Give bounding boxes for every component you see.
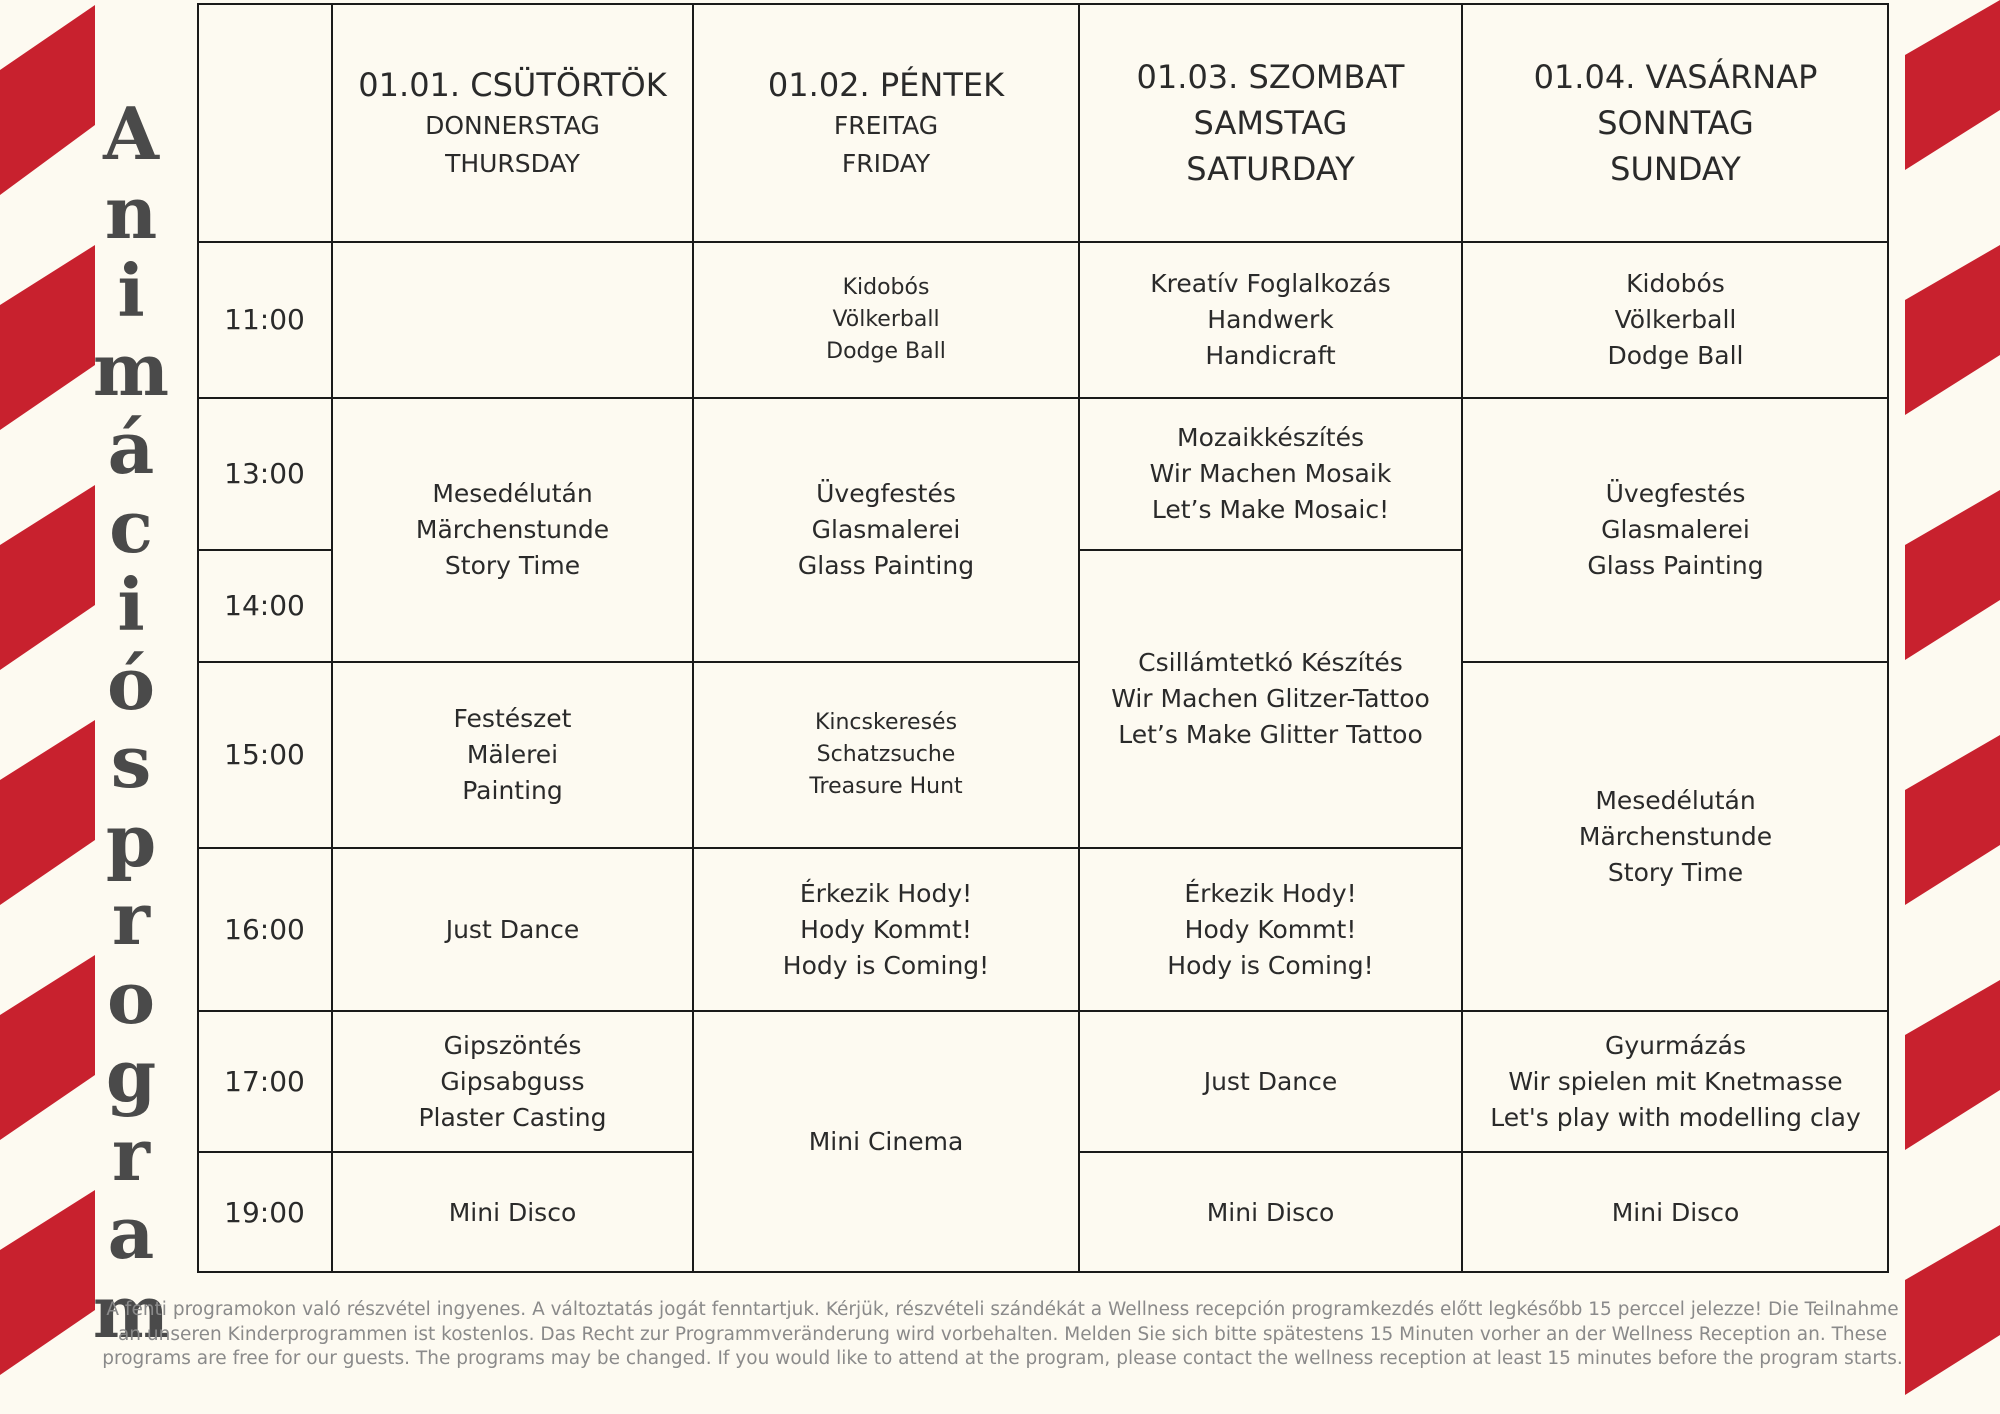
time-label: 19:00	[224, 1195, 305, 1229]
event-line: Mesedélután	[432, 479, 593, 508]
event-sat-1300	[1079, 398, 1462, 550]
title-letter: ó	[106, 640, 156, 726]
day-date: 01.03. SZOMBAT	[1136, 57, 1405, 96]
event-sat-1900	[1079, 1152, 1462, 1273]
event-line: Story Time	[444, 551, 581, 580]
title-letter: m	[92, 326, 170, 412]
event-line: Just Dance	[445, 914, 580, 944]
event-line: Story Time	[1607, 857, 1744, 887]
event-line: Plaster Casting	[418, 1102, 607, 1132]
event-fri-1500	[693, 662, 1079, 848]
title-letter: i	[117, 562, 145, 647]
event-line: Kincskeresés	[814, 710, 958, 735]
event-line: Üvegfestés	[1605, 479, 1746, 508]
time-label: 14:00	[224, 589, 305, 622]
event-line: Kreatív Foglalkozás	[1150, 269, 1391, 298]
stripes-left-decoration	[0, 0, 100, 1414]
vertical-title	[92, 91, 170, 1354]
time-label: 11:00	[224, 303, 305, 336]
event-line: Hody Kommt!	[1184, 914, 1357, 944]
event-line: Glass Painting	[797, 551, 975, 580]
day-english: SUNDAY	[1610, 149, 1741, 188]
event-sun-1100	[1462, 242, 1889, 398]
title-letter: s	[110, 719, 152, 804]
event-line: Märchenstunde	[1578, 821, 1773, 851]
footer-german: Die Teilnahme an unseren Kinderprogrammen ist kostenlos. Das Recht zur Programmveränderung wird vorbehalten. Melden Sie sich bitte spätestens 15 Minuten vorher an der Wellness Reception an.	[117, 1299, 1899, 1345]
title-letter: i	[117, 248, 145, 333]
event-line: Wir spielen mit Knetmasse	[1508, 1066, 1843, 1096]
event-line: Mini Disco	[448, 1197, 577, 1227]
day-english: SATURDAY	[1186, 149, 1355, 188]
event-thu-1300	[332, 398, 693, 662]
day-german: FREITAG	[833, 110, 939, 140]
stripe-group-right	[1905, 0, 2000, 1395]
event-fri-1300	[693, 398, 1079, 662]
time-label: 13:00	[224, 457, 305, 490]
event-fri-1700	[693, 1011, 1079, 1273]
event-line: Gyurmázás	[1605, 1030, 1746, 1060]
event-line: Dodge Ball	[1607, 341, 1744, 370]
footer-hungarian: A fenti programokon való részvétel ingyenes. A változtatás jogát fenntartjuk. Kérjük, részvételi szándékát a Wellness recepción programkezdés előtt legkésőbb 15 perccel jelezze!	[106, 1299, 1763, 1320]
event-sun-1300	[1462, 398, 1889, 662]
time-label: 16:00	[224, 912, 305, 946]
event-line: Painting	[462, 776, 563, 805]
event-thu-1700	[332, 1011, 693, 1152]
event-line: Just Dance	[1203, 1066, 1338, 1096]
event-line: Handicraft	[1205, 341, 1336, 370]
event-line: Hody is Coming!	[1167, 950, 1374, 980]
day-header-sunday	[1462, 3, 1889, 242]
event-line: Kidobós	[1626, 269, 1725, 298]
footer-disclaimer	[95, 1298, 1910, 1372]
event-line: Mini Cinema	[808, 1127, 964, 1156]
time-label: 15:00	[224, 738, 305, 771]
event-sat-1400	[1079, 550, 1462, 848]
title-letter: m	[92, 1268, 170, 1354]
event-fri-1100	[693, 242, 1079, 398]
event-line: Mini Disco	[1206, 1197, 1335, 1227]
day-german: SAMSTAG	[1193, 103, 1348, 142]
day-date: 01.01. CSÜTÖRTÖK	[358, 65, 667, 104]
event-line: Let's play with modelling clay	[1490, 1102, 1861, 1132]
event-sat-1600	[1079, 848, 1462, 1011]
event-line: Glass Painting	[1587, 551, 1764, 580]
schedule-table	[197, 3, 1889, 1273]
event-line: Érkezik Hody!	[1184, 878, 1357, 908]
event-line: Csillámtetkó Készítés	[1138, 648, 1403, 677]
title-letter: p	[105, 797, 157, 883]
event-line: Mesedélután	[1595, 785, 1756, 815]
event-line: Hody is Coming!	[782, 950, 990, 980]
event-sat-1700	[1079, 1011, 1462, 1152]
event-line: Gipsabguss	[440, 1066, 585, 1096]
event-line: Kidobós	[842, 275, 930, 300]
stripe-group-left	[0, 5, 95, 1375]
title-letter: r	[112, 1111, 150, 1197]
title-letter: o	[106, 954, 156, 1040]
day-german: SONNTAG	[1597, 103, 1754, 142]
event-thu-1500	[332, 662, 693, 848]
day-header-thursday	[332, 3, 693, 242]
day-english: THURSDAY	[445, 148, 580, 178]
event-line: Treasure Hunt	[809, 774, 963, 799]
title-letter: g	[105, 1033, 157, 1118]
event-line: Völkerball	[832, 307, 940, 332]
event-line: Dodge Ball	[826, 339, 946, 364]
day-german: DONNERSTAG	[425, 110, 600, 140]
event-line: Handwerk	[1207, 305, 1334, 334]
event-sat-1100	[1079, 242, 1462, 398]
event-line: Glasmalerei	[811, 515, 961, 544]
title-letter: r	[112, 876, 150, 961]
event-sun-1700	[1462, 1011, 1889, 1152]
event-line: Festészet	[453, 704, 572, 733]
event-line: Märchenstunde	[415, 515, 610, 544]
event-line: Érkezik Hody!	[799, 878, 973, 908]
title-letter: n	[104, 169, 158, 255]
time-label: 17:00	[224, 1064, 305, 1098]
event-line: Wir Machen Mosaik	[1149, 459, 1392, 488]
title-letter: a	[107, 1190, 155, 1275]
event-line: Glasmalerei	[1601, 515, 1750, 544]
day-english: FRIDAY	[841, 148, 931, 178]
event-line: Mozaikkészítés	[1177, 423, 1364, 452]
title-letter: A	[103, 91, 159, 176]
event-line: Völkerball	[1614, 305, 1737, 334]
day-date: 01.02. PÉNTEK	[767, 65, 1005, 104]
event-line: Schatzsuche	[816, 742, 956, 767]
event-line: Let’s Make Mosaic!	[1151, 495, 1390, 524]
event-line: Mälerei	[466, 740, 559, 769]
event-line: Mini Disco	[1611, 1197, 1740, 1227]
event-sun-1500	[1462, 662, 1889, 1011]
event-line: Wir Machen Glitzer-Tattoo	[1111, 684, 1430, 713]
title-letter: á	[107, 405, 155, 490]
day-date: 01.04. VASÁRNAP	[1533, 57, 1818, 96]
event-line: Hody Kommt!	[800, 914, 972, 944]
event-thu-1900	[332, 1152, 693, 1273]
event-line: Gipszöntés	[443, 1030, 582, 1060]
day-header-saturday	[1079, 3, 1462, 242]
event-line: Let’s Make Glitter Tattoo	[1118, 720, 1423, 749]
day-header-friday	[693, 3, 1079, 242]
event-fri-1600	[693, 848, 1079, 1011]
title-letter: c	[109, 483, 153, 569]
event-thu-1600	[332, 848, 693, 1011]
event-sun-1900	[1462, 1152, 1889, 1273]
footer-english: These programs are free for our guests. The programs may be changed. If you would like to attend at the program, please contact the wellness reception at least 15 minutes before the program starts.	[102, 1323, 1903, 1369]
event-line: Üvegfestés	[816, 479, 956, 508]
stripes-right-decoration	[1905, 0, 2000, 1414]
